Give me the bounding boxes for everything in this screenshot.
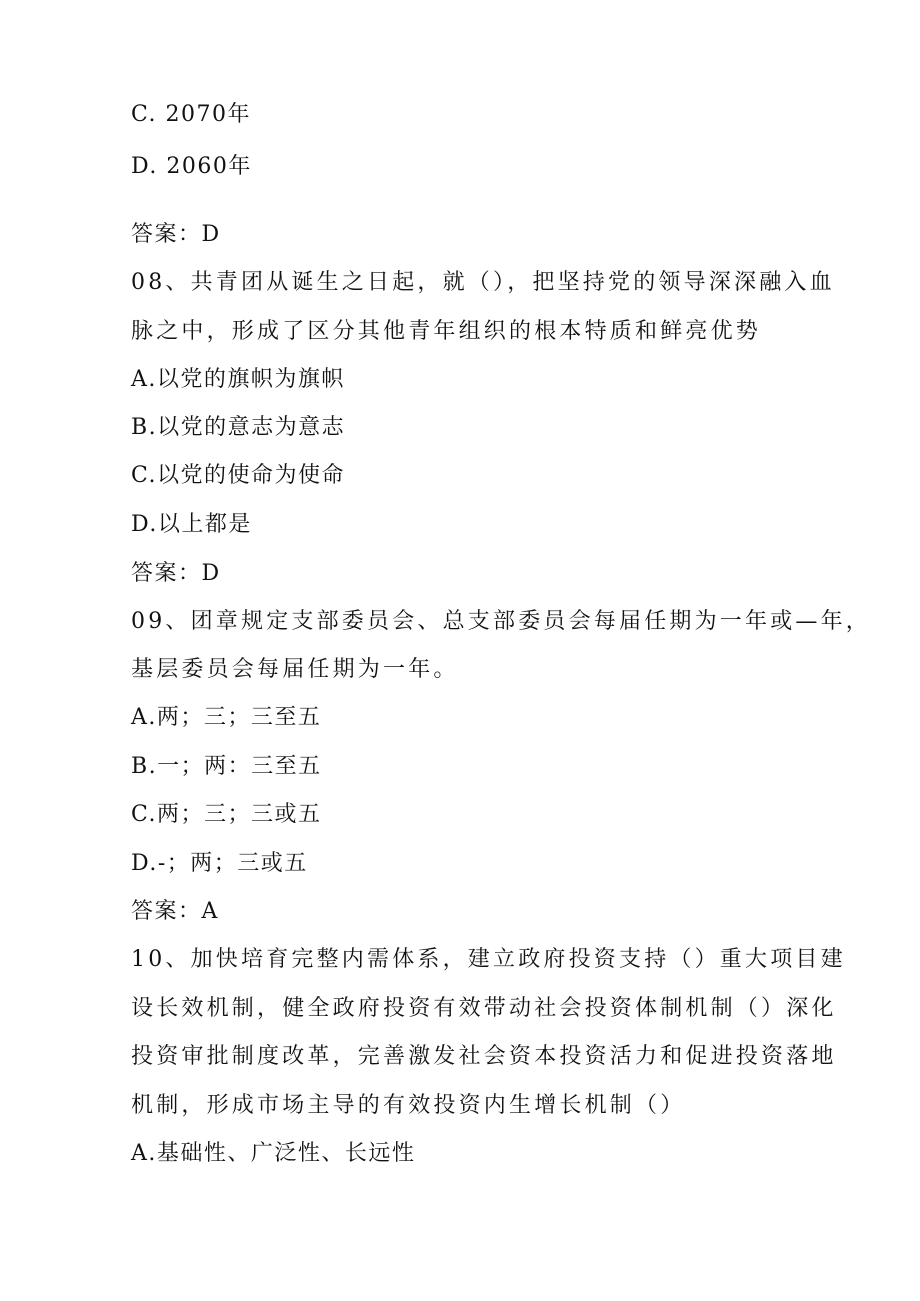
question-09-option-d: D.-；两；三或五 <box>131 851 308 876</box>
question-10-text-line2: 设长效机制，健全政府投资有效带动社会投资体制机制（）深化 <box>131 996 837 1021</box>
question-10-text-line1: 10、加快培育完整内需体系，建立政府投资支持（）重大项目建 <box>131 947 846 972</box>
question-09-option-c: C.两；三；三或五 <box>131 802 322 827</box>
question-09-answer: 答案：A <box>131 899 219 924</box>
question-09-text-line1: 09、团章规定支部委员会、总支部委员会每届任期为一年或—年， <box>131 609 871 634</box>
question-09-text-line2: 基层委员会每届任期为一年。 <box>131 657 459 682</box>
question-10-text-line3: 投资审批制度改革，完善激发社会资本投资活力和促进投资落地 <box>131 1044 837 1069</box>
question-09-option-a: A.两；三；三至五 <box>131 705 322 730</box>
prev-option-d: D. 2060年 <box>131 154 252 179</box>
prev-option-c: C. 2070年 <box>131 102 252 127</box>
question-10-text-line4: 机制，形成市场主导的有效投资内生增长机制（） <box>131 1093 686 1118</box>
question-08-text-line2: 脉之中，形成了区分其他青年组织的根本特质和鲜亮优势 <box>131 319 762 344</box>
question-08-answer: 答案：D <box>131 561 221 586</box>
question-08-option-d: D.以上都是 <box>131 512 252 537</box>
question-08-option-c: C.以党的使命为使命 <box>131 463 346 488</box>
question-08-option-b: B.以党的意志为意志 <box>131 415 346 440</box>
prev-answer: 答案：D <box>131 222 221 247</box>
question-09-option-b: B.一；两：三至五 <box>131 754 322 779</box>
question-08-text-line1: 08、共青团从诞生之日起，就（），把坚持党的领导深深融入血 <box>131 270 835 295</box>
question-08-option-a: A.以党的旗帜为旗帜 <box>131 367 345 392</box>
question-10-option-a: A.基础性、广泛性、长远性 <box>131 1141 416 1166</box>
